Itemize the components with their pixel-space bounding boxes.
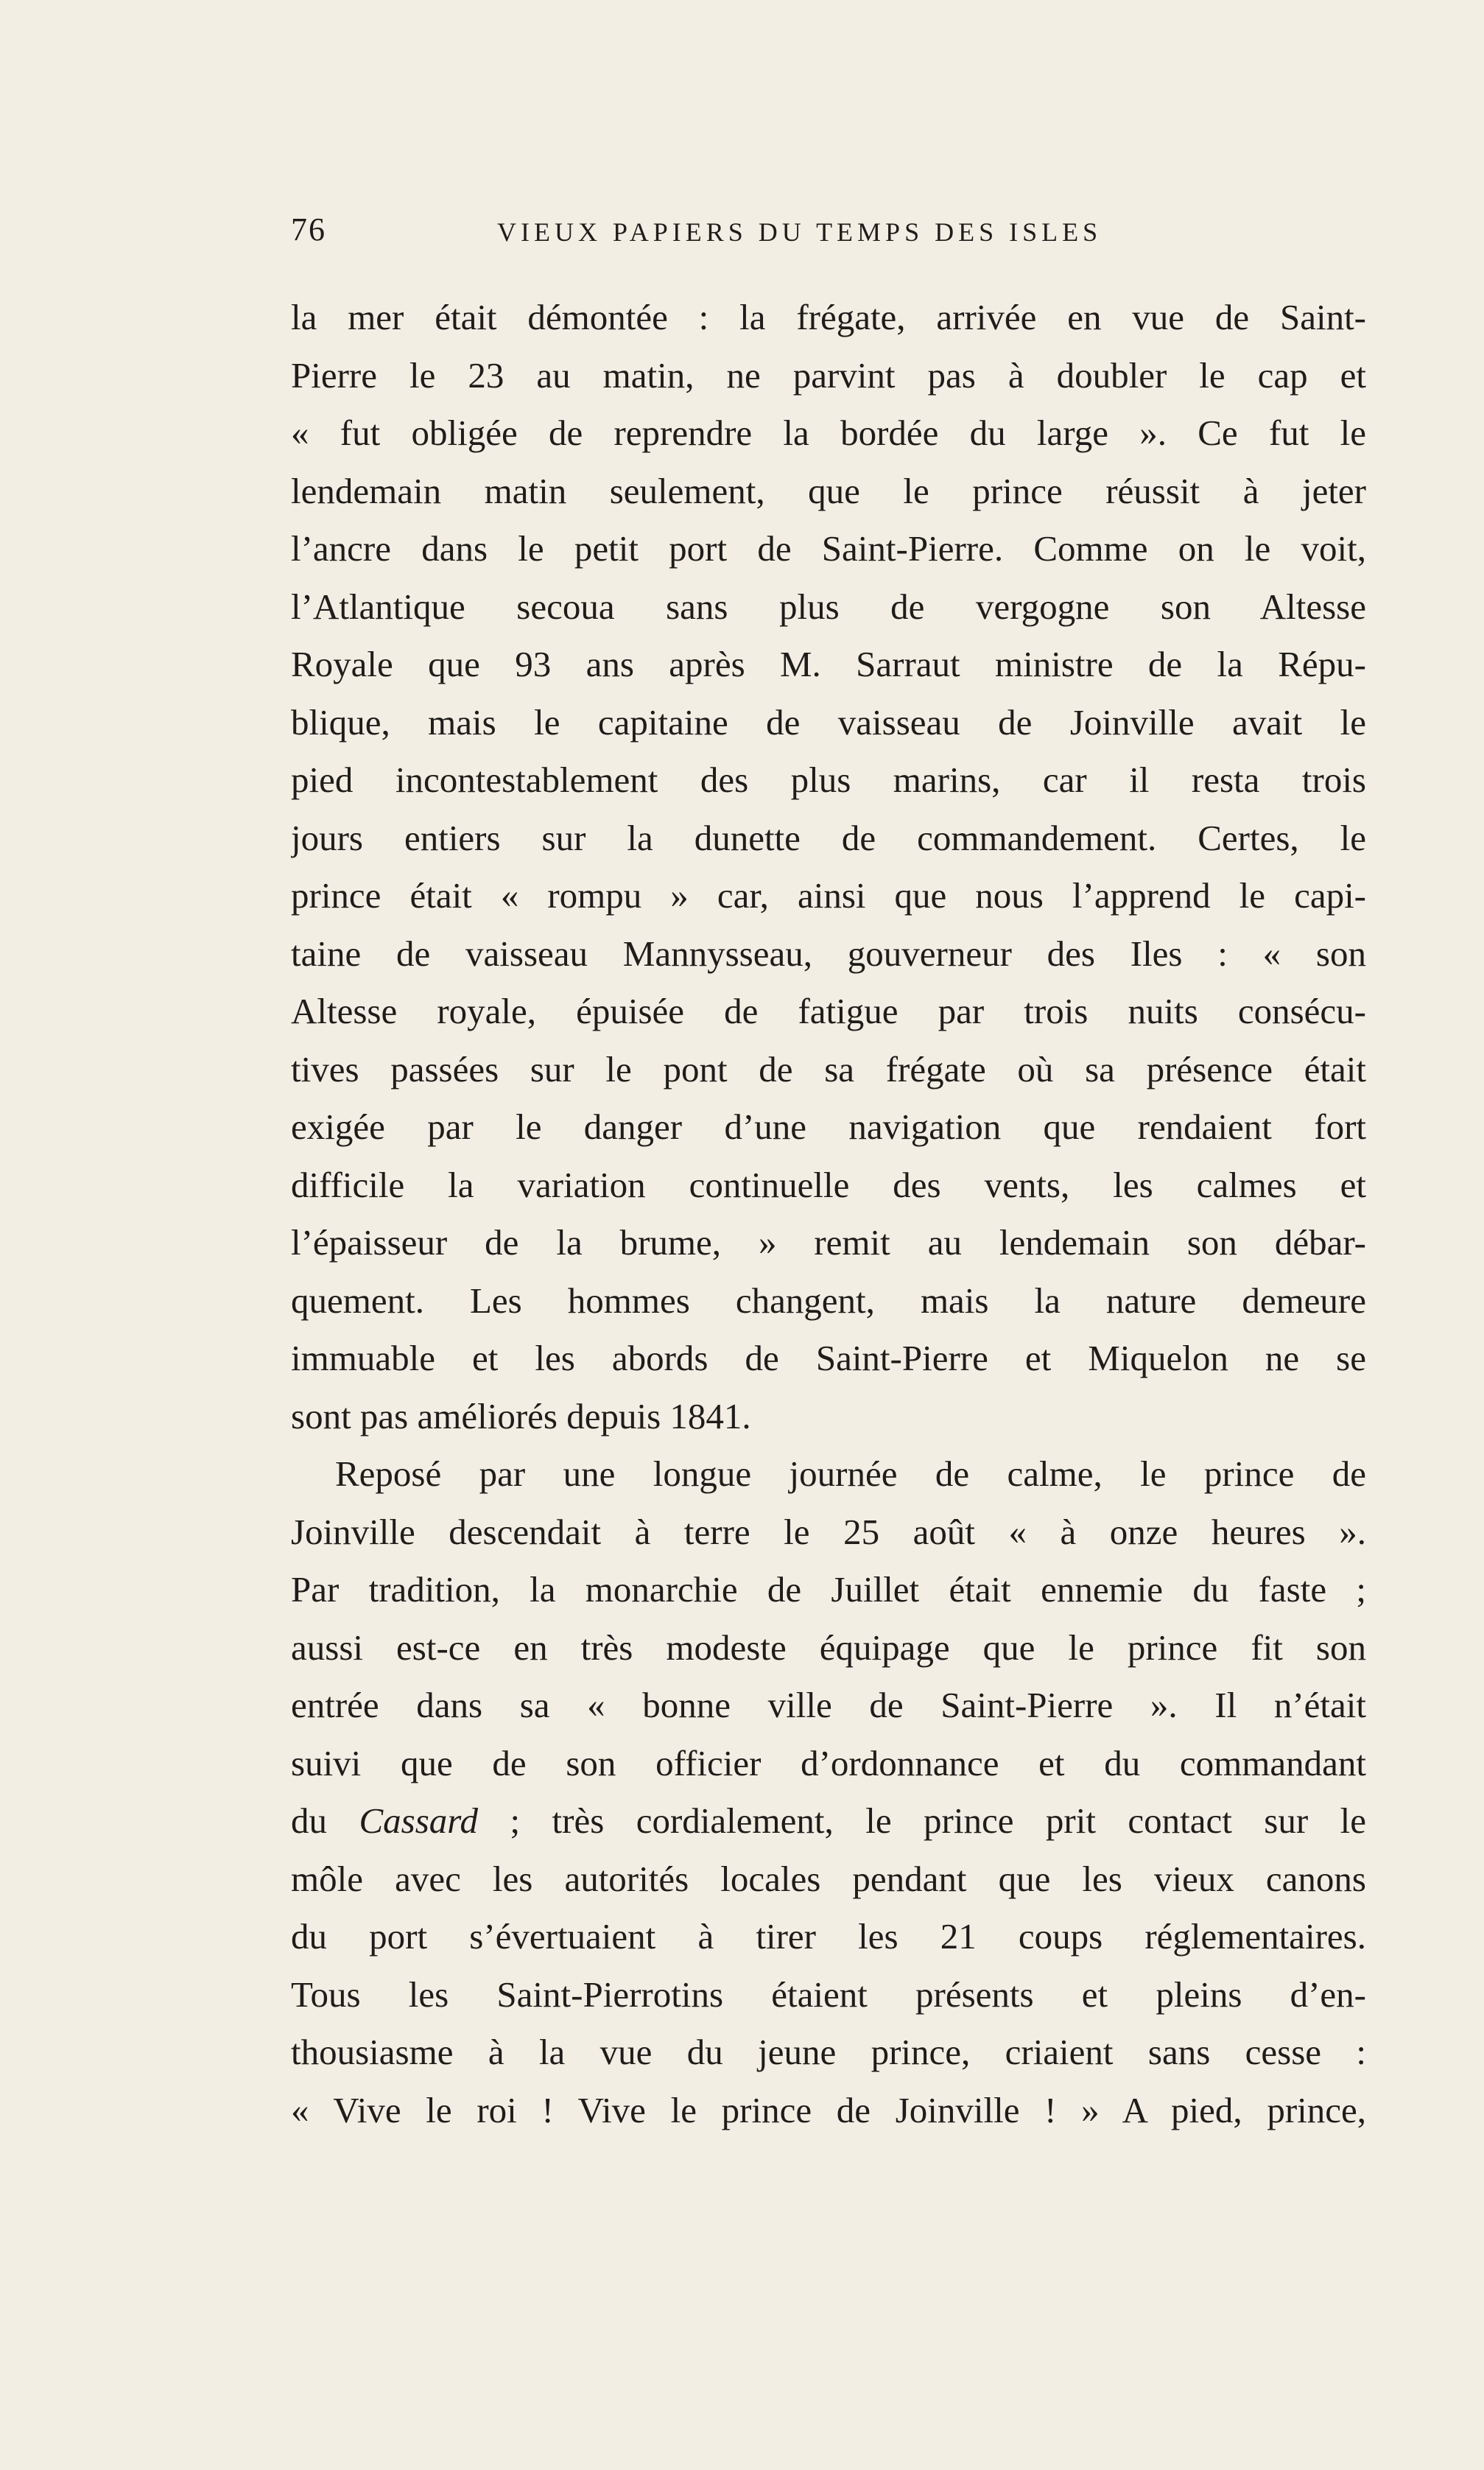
text-line: Tous les Saint-Pierrotins étaient présents et pleins d’en- bbox=[291, 1973, 1366, 2015]
text-line-with-italic bbox=[291, 1792, 1366, 1850]
text-line: l’épaisseur de la brume, » remit au lendemain son débar- bbox=[291, 1222, 1366, 1263]
text-line: quement. Les hommes changent, mais la nature demeure bbox=[291, 1280, 1366, 1321]
text-line: exigée par le danger d’une navigation que rendaient fort bbox=[291, 1106, 1366, 1147]
text-line: la mer était démontée : la frégate, arrivée en vue de Saint- bbox=[291, 297, 1366, 337]
ship-name: Cassard bbox=[359, 1800, 479, 1841]
text-line: môle avec les autorités locales pendant que les vieux canons bbox=[291, 1858, 1366, 1899]
text-line: l’Atlantique secoua sans plus de vergogne son Altesse bbox=[291, 586, 1366, 627]
text-line: jours entiers sur la dunette de commandement. Certes, le bbox=[291, 817, 1366, 858]
text-line: lendemain matin seulement, que le prince réussit à jeter bbox=[291, 470, 1366, 511]
text-line: prince était « rompu » car, ainsi que nous l’apprend le capi- bbox=[291, 875, 1366, 916]
text-line: difficile la variation continuelle des vents, les calmes et bbox=[291, 1164, 1366, 1205]
text-line: du port s’évertuaient à tirer les 21 coups réglementaires. bbox=[291, 1916, 1366, 1957]
text-line: Reposé par une longue journée de calme, le prince de bbox=[335, 1453, 1366, 1494]
text-line: Joinville descendait à terre le 25 août « à onze heures ». bbox=[291, 1511, 1366, 1552]
text-line: aussi est-ce en très modeste équipage que le prince fit son bbox=[291, 1627, 1366, 1668]
line-prefix: du bbox=[291, 1800, 327, 1841]
text-line: pied incontestablement des plus marins, car il resta trois bbox=[291, 759, 1366, 800]
running-head bbox=[291, 211, 1366, 255]
text-line: sont pas améliorés depuis 1841. bbox=[291, 1395, 751, 1436]
page-number: 76 bbox=[291, 211, 326, 248]
text-line: Pierre le 23 au matin, ne parvint pas à doubler le cap et bbox=[291, 354, 1366, 396]
text-line: tives passées sur le pont de sa frégate où sa présence était bbox=[291, 1048, 1366, 1090]
text-line: « fut obligée de reprendre la bordée du large ». Ce fut le bbox=[291, 413, 1366, 453]
text-line: entrée dans sa « bonne ville de Saint-Pierre ». Il n’était bbox=[291, 1685, 1366, 1725]
text-line: l’ancre dans le petit port de Saint-Pierre. Comme on le voit, bbox=[291, 528, 1366, 569]
text-line: Altesse royale, épuisée de fatigue par trois nuits consécu- bbox=[291, 991, 1366, 1031]
text-line: thousiasme à la vue du jeune prince, criaient sans cesse : bbox=[291, 2032, 1366, 2072]
text-line: Par tradition, la monarchie de Juillet était ennemie du faste ; bbox=[291, 1569, 1366, 1610]
body-text bbox=[291, 289, 1366, 2139]
line-rest: ; très cordialement, le prince prit contact sur le bbox=[510, 1800, 1366, 1841]
text-line: suivi que de son officier d’ordonnance et du commandant bbox=[291, 1742, 1366, 1783]
text-line: « Vive le roi ! Vive le prince de Joinville ! » A pied, prince, bbox=[291, 2089, 1366, 2130]
text-line: blique, mais le capitaine de vaisseau de Joinville avait le bbox=[291, 701, 1366, 743]
text-line: immuable et les abords de Saint-Pierre et Miquelon ne se bbox=[291, 1338, 1366, 1378]
running-title: VIEUX PAPIERS DU TEMPS DES ISLES bbox=[497, 217, 1103, 247]
text-line: taine de vaisseau Mannysseau, gouverneur des Iles : « son bbox=[291, 933, 1366, 974]
text-line: Royale que 93 ans après M. Sarraut ministre de la Répu- bbox=[291, 644, 1366, 684]
